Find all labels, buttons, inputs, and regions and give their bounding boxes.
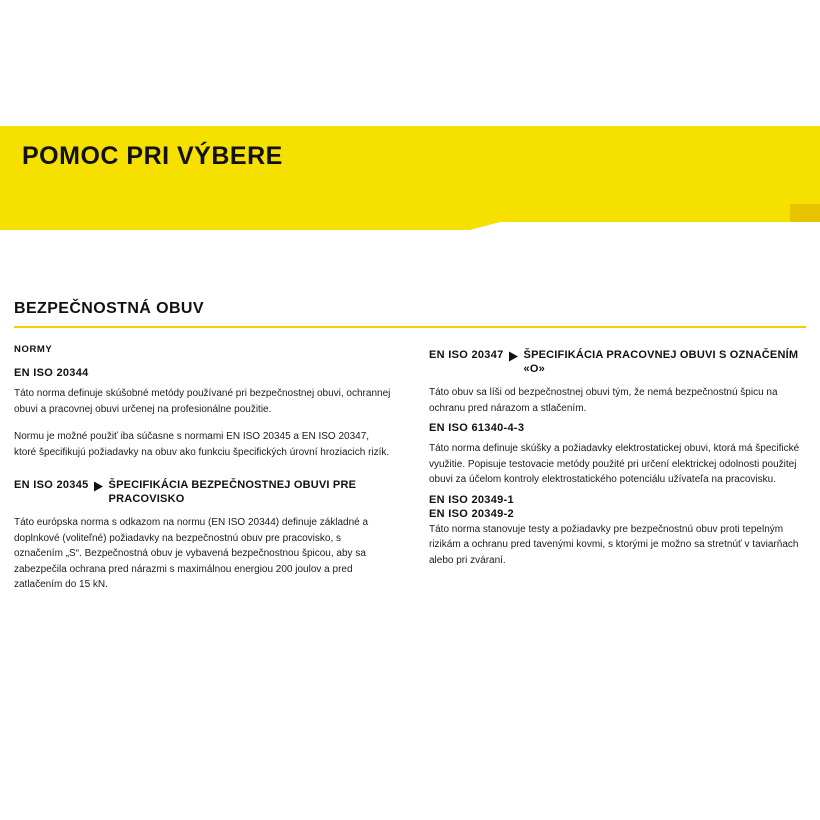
- standard-code: EN ISO 20347: [429, 349, 504, 361]
- standard-code: EN ISO 20349-1: [429, 493, 514, 506]
- standard-paragraph: Táto norma stanovuje testy a požiadavky pre bezpečnostnú obuv proti tepelným rizikám a ochranu pred tavenými kovmi, s ktorými je možno sa stretnúť v taviarňach alebo pri zváraní.: [429, 523, 799, 566]
- spec-paragraph: Táto obuv sa líši od bezpečnostnej obuvi tým, že nemá bezpečnostnú špicu na ochranu pred nárazom a stlačením.: [429, 387, 778, 414]
- standard-block-20345: [14, 478, 391, 593]
- spec-title: ŠPECIFIKÁCIA BEZPEČNOSTNEJ OBUVI PRE PRACOVISKO: [108, 479, 357, 505]
- standard-code: EN ISO 20345: [14, 479, 89, 491]
- left-column: [14, 344, 391, 593]
- standard-paragraph: Táto norma definuje skúšky a požiadavky elektrostatickej obuvi, ktorá má špecifické využitie. Popisuje testovacie metódy použité pri určení elektrickej odolnosti použitej obuvi za účelom kontroly elektrostatického potenciálu užívateľa na pracovisku.: [429, 443, 800, 485]
- standard-block-20344: [14, 367, 391, 460]
- standard-paragraph: Táto norma definuje skúšobné metódy používané pri bezpečnostnej obuvi, ochrannej obuvi a pracovnej obuvi určenej na profesionálne použitie.: [14, 388, 391, 415]
- section-title: BEZPEČNOSTNÁ OBUV: [14, 300, 204, 317]
- spec-heading-row: [14, 478, 391, 506]
- content-columns: [14, 344, 806, 593]
- triangle-right-icon: [89, 478, 109, 492]
- spec-title: ŠPECIFIKÁCIA PRACOVNEJ OBUVI S OZNAČENÍM «O»: [523, 349, 799, 375]
- spacer: [14, 460, 391, 474]
- standard-code: EN ISO 61340-4-3: [429, 422, 525, 434]
- standard-paragraph: Normu je možné použiť iba súčasne s normami EN ISO 20345 a EN ISO 20347, ktoré špecifikujú požiadavky na obuv ako funkciu špecifických úrovní hroziacich rizík.: [14, 431, 390, 458]
- standard-block-61340: [429, 422, 806, 488]
- spec-paragraph: Táto európska norma s odkazom na normu (EN ISO 20344) definuje základné a doplnkové (voliteľné) požiadavky na bezpečnostnú obuv pre pracovisko, s označením „S“. Bezpečnostná obuv je vybavená bezpečnostnou špicou, aby sa zabezpečila ochrana pred nárazmi s maximálnou energiou 200 joulov a pred zatlačením do 15 kN.: [14, 517, 369, 590]
- page-title: POMOC PRI VÝBERE: [22, 142, 283, 170]
- standard-block-20347: [429, 348, 806, 416]
- section-header: [14, 300, 806, 328]
- right-column: [429, 344, 806, 593]
- left-kicker: NORMY: [14, 344, 53, 355]
- spec-heading-row: [429, 348, 806, 376]
- standard-code: EN ISO 20344: [14, 367, 89, 379]
- triangle-right-icon: [504, 348, 524, 362]
- section-divider: [14, 326, 806, 328]
- standard-block-20349: [429, 494, 806, 569]
- standard-code: EN ISO 20349-2: [429, 507, 514, 520]
